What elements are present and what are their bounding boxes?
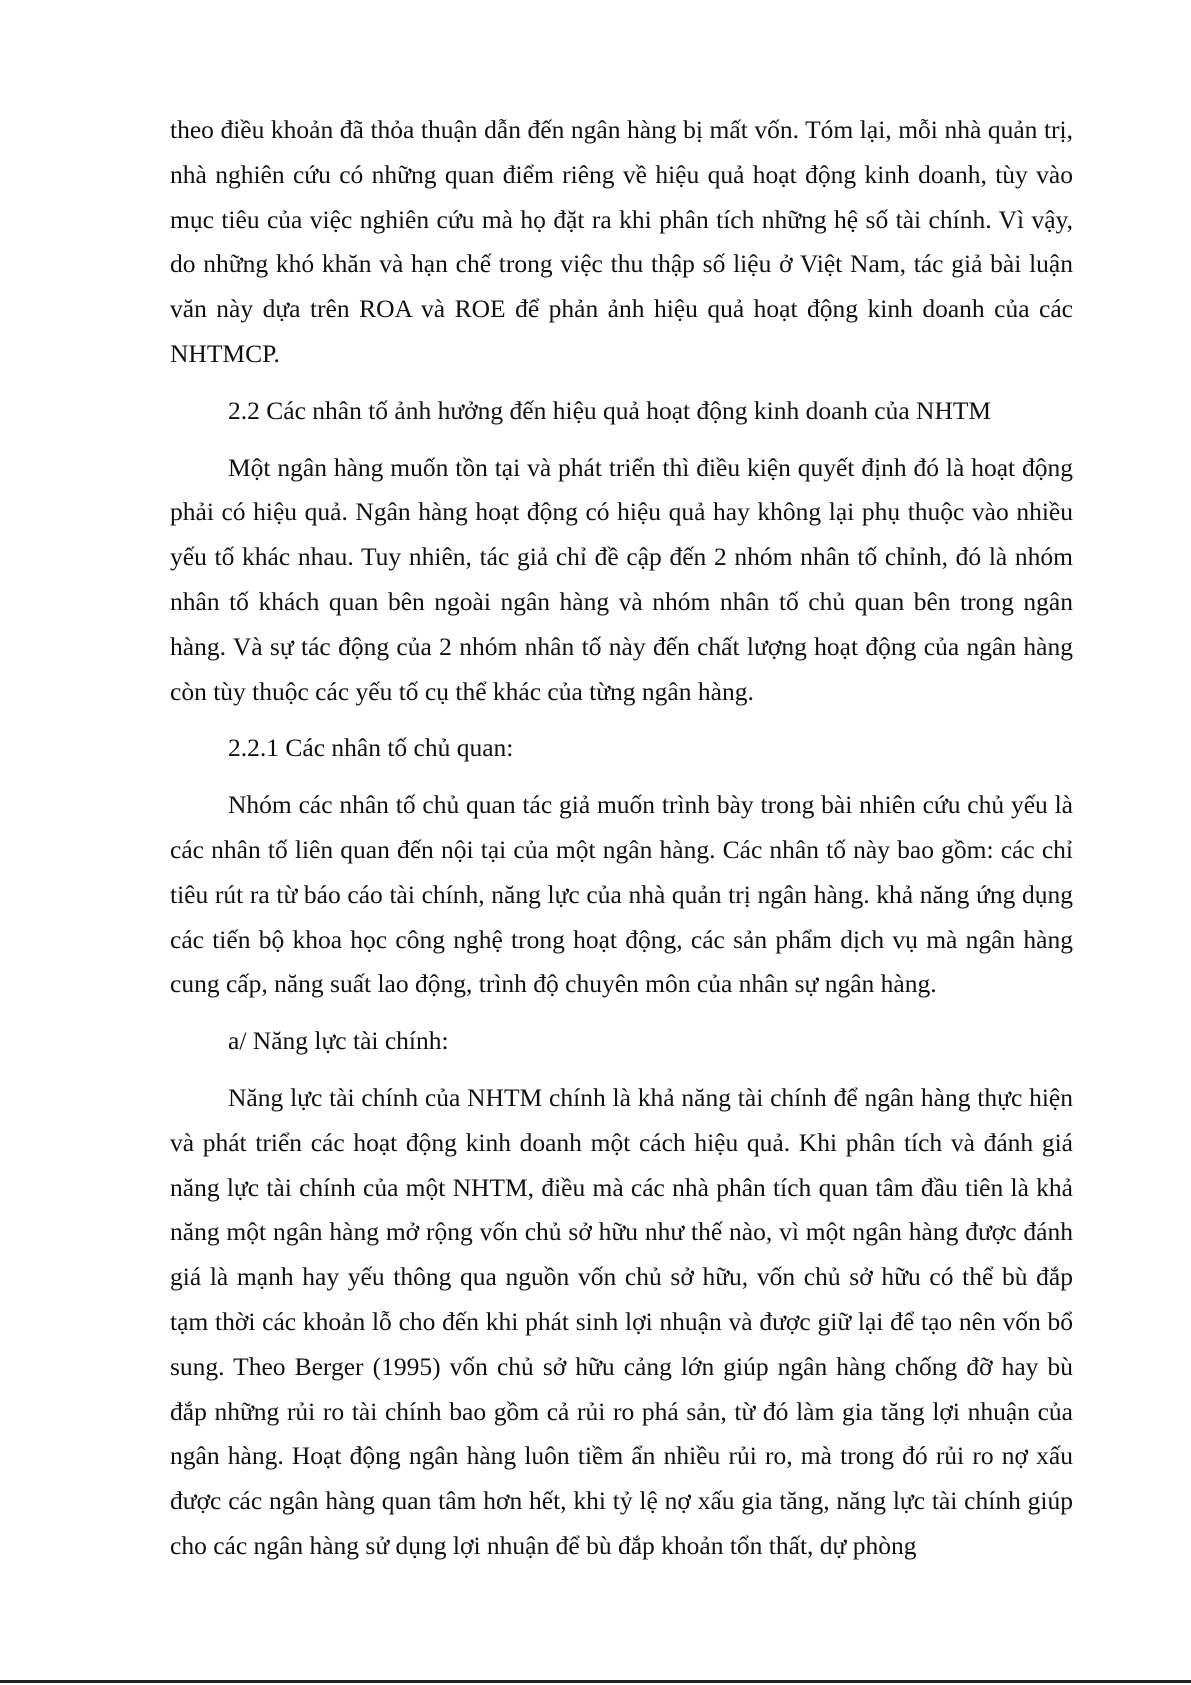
subsection-heading-financial-capacity: a/ Năng lực tài chính: [228, 1026, 449, 1056]
paragraph-financial-capacity: Năng lực tài chính của NHTM chính là khả năng tài chính để ngân hàng thực hiện và phát triển các hoạt động kinh doanh một cách hiệu quả. Khi phân tích và đánh giá năng lực tài chính của một NHTM, điều mà các nhà phân tích quan tâm đầu tiên là khả năng một ngân hàng mở rộng vốn chủ sở hữu như thế nào, vì một ngân hàng được đánh giá là mạnh hay yếu thông qua nguồn vốn chủ sở hữu, vốn chủ sở hữu có thể bù đắp tạm thời các khoản lỗ cho đến khi phát sinh lợi nhuận và được giữ lại để tạo nên vốn bổ sung. Theo Berger (1995) vốn chủ sở hữu cảng lớn giúp ngân hàng chống đỡ hay bù đắp những rủi ro tài chính bao gồm cả rủi ro phá sản, từ đó làm gia tăng lợi nhuận của ngân hàng. Hoạt động ngân hàng luôn tiềm ẩn nhiều rủi ro, mà trong đó rủi ro nợ xấu được các ngân hàng quan tâm hơn hết, khi tỷ lệ nợ xấu gia tăng, năng lực tài chính giúp cho các ngân hàng sử dụng lợi nhuận để bù đắp khoản tổn thất, dự phòng [170, 1082, 1073, 1560]
paragraph-continuation: theo điều khoản đã thỏa thuận dẫn đến ngân hàng bị mất vốn. Tóm lại, mỗi nhà quản trị, nhà nghiên cứu có những quan điểm riêng về hiệu quả hoạt động kinh doanh, tùy vào mục tiêu của việc nghiên cứu mà họ đặt ra khi phân tích những hệ số tài chính. Vì vậy, do những khó khăn và hạn chế trong việc thu thập số liệu ở Việt Nam, tác giả bài luận văn này dựa trên ROA và ROE để phản ảnh hiệu quả hoạt động kinh doanh của các NHTMCP. [170, 115, 1073, 368]
paragraph-intro-factors: Một ngân hàng muốn tồn tại và phát triển thì điều kiện quyết định đó là hoạt động phải có hiệu quả. Ngân hàng hoạt động có hiệu quả hay không lại phụ thuộc vào nhiều yếu tố khác nhau. Tuy nhiên, tác giả chỉ đề cập đến 2 nhóm nhân tố chỉnh, đó là nhóm nhân tố khách quan bên ngoài ngân hàng và nhóm nhân tố chủ quan bên trong ngân hàng. Và sự tác động của 2 nhóm nhân tố này đến chất lượng hoạt động của ngân hàng còn tùy thuộc các yếu tố cụ thể khác của từng ngân hàng. [170, 452, 1073, 706]
paragraph-subjective-factors: Nhóm các nhân tố chủ quan tác giả muốn trình bày trong bài nhiên cứu chủ yếu là các nhân tố liên quan đến nội tại của một ngân hàng. Các nhân tố này bao gồm: các chỉ tiêu rút ra từ báo cáo tài chính, năng lực của nhà quản trị ngân hàng. khả năng ứng dụng các tiến bộ khoa học công nghệ trong hoạt động, các sản phẩm dịch vụ mà ngân hàng cung cấp, năng suất lao động, trình độ chuyên môn của nhân sự ngân hàng. [170, 790, 1073, 999]
page-bottom-divider [0, 1680, 1191, 1683]
section-heading-2-2-1: 2.2.1 Các nhân tố chủ quan: [228, 733, 514, 763]
document-page [170, 108, 1073, 1581]
section-heading-2-2: 2.2 Các nhân tố ảnh hưởng đến hiệu quả hoạt động kinh doanh của NHTM [228, 395, 992, 425]
